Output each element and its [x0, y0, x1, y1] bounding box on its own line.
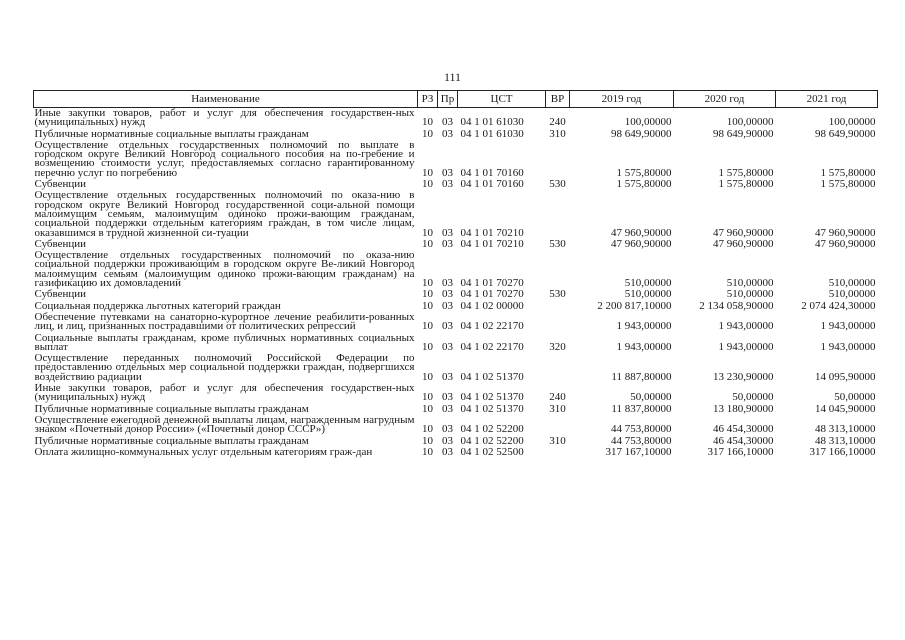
- cell-cst: 04 1 01 70160: [460, 178, 524, 191]
- cell-2020: 13 180,90000: [713, 402, 774, 415]
- cell-rz: 10: [422, 299, 433, 312]
- cell-pr: 03: [442, 434, 453, 447]
- cell-cst: 04 1 02 51370: [460, 402, 524, 415]
- cell-pr: 03: [442, 391, 453, 404]
- cell-name: Социальная поддержка льготных категорий граждан: [34, 299, 281, 312]
- cell-2020: 2 134 058,90000: [699, 299, 774, 312]
- cell-vr: 240: [549, 391, 566, 404]
- cell-vr: [546, 353, 570, 383]
- cell-rz: 10: [422, 434, 433, 447]
- cell-vr: 530: [549, 288, 566, 301]
- table-row: [34, 415, 878, 436]
- cell-rz: 10: [422, 445, 433, 458]
- cell-cst: 04 1 01 70270: [460, 277, 524, 290]
- cell-rz: 10: [422, 288, 433, 301]
- header-pr: Пр: [438, 91, 458, 108]
- cell-rz: 10: [422, 127, 433, 140]
- cell-2021: 510,00000: [828, 277, 876, 290]
- header-rz: РЗ: [418, 91, 438, 108]
- cell-2020: 1 943,00000: [718, 340, 774, 353]
- cell-2020: 1 575,80000: [718, 166, 774, 179]
- cell-name: Обеспечение путевками на санаторно-курортное лечение реабилити-рованных лиц, и лиц, признанных пострадавшими от политических репрессий: [34, 310, 415, 333]
- cell-vr: [546, 190, 570, 238]
- cell-2020: 317 166,10000: [707, 445, 774, 458]
- cell-vr: [546, 447, 570, 458]
- cell-rz: 10: [422, 423, 433, 436]
- cell-pr: 03: [442, 166, 453, 179]
- table-row: [34, 353, 878, 383]
- cell-vr: 310: [549, 402, 566, 415]
- cell-2019: 1 943,00000: [616, 320, 672, 333]
- header-name: Наименование: [34, 91, 418, 108]
- cell-name: Субвенции: [34, 237, 87, 250]
- cell-pr: 03: [442, 423, 453, 436]
- cell-2019: 1 943,00000: [616, 340, 672, 353]
- cell-2019: 44 753,80000: [611, 434, 672, 447]
- header-2019: 2019 год: [570, 91, 674, 108]
- budget-table: [33, 90, 878, 458]
- cell-rz: 10: [422, 370, 433, 383]
- cell-2019: 47 960,90000: [611, 226, 672, 239]
- cell-cst: 04 1 02 51370: [460, 391, 524, 404]
- cell-pr: 03: [442, 340, 453, 353]
- cell-pr: 03: [442, 370, 453, 383]
- cell-pr: 03: [442, 445, 453, 458]
- table-row: [34, 250, 878, 289]
- table-row: [34, 190, 878, 238]
- cell-name: Публичные нормативные социальные выплаты гражданам: [34, 434, 309, 447]
- cell-cst: 04 1 01 61030: [460, 127, 524, 140]
- cell-2021: 1 943,00000: [820, 340, 876, 353]
- cell-vr: [546, 312, 570, 333]
- header-2020: 2020 год: [674, 91, 776, 108]
- cell-2020: 50,00000: [732, 391, 774, 404]
- cell-cst: 04 1 02 22170: [460, 340, 524, 353]
- cell-pr: 03: [442, 237, 453, 250]
- cell-2021: 47 960,90000: [815, 237, 876, 250]
- cell-pr: 03: [442, 299, 453, 312]
- cell-2021: 14 095,90000: [815, 370, 876, 383]
- cell-cst: 04 1 02 51370: [460, 370, 524, 383]
- cell-name: Социальные выплаты гражданам, кроме публичных нормативных социальных выплат: [34, 331, 415, 353]
- cell-rz: 10: [422, 340, 433, 353]
- cell-cst: 04 1 02 00000: [460, 299, 524, 312]
- cell-2020: 46 454,30000: [713, 423, 774, 436]
- cell-name: Иные закупки товаров, работ и услуг для обеспечения государствен-ных (муниципальных) нужд: [34, 382, 415, 404]
- cell-2021: 48 313,10000: [815, 434, 876, 447]
- cell-2021: 50,00000: [834, 391, 876, 404]
- cell-cst: 04 1 01 70210: [460, 226, 524, 239]
- cell-name: Осуществление ежегодной денежной выплаты лицам, награжденным нагрудным знаком «Почетный донор России» («Почетный донор СССР»): [34, 413, 415, 436]
- cell-2019: 2 200 817,10000: [597, 299, 672, 312]
- cell-2019: 44 753,80000: [611, 423, 672, 436]
- cell-2019: 510,00000: [624, 277, 672, 290]
- cell-name: Осуществление отдельных государственных полномочий по оказа-нию социальной поддержки проживающим в городском округе Ве-ликий Новгород малоимущим семьям (малоимущим одиноко прожи-вающим гражданам) на газификацию их домовладений: [34, 249, 415, 290]
- cell-vr: 240: [549, 116, 566, 129]
- cell-cst: 04 1 02 22170: [460, 320, 524, 333]
- cell-2021: 98 649,90000: [815, 127, 876, 140]
- cell-pr: 03: [442, 226, 453, 239]
- cell-2020: 1 575,80000: [718, 178, 774, 191]
- cell-2019: 1 575,80000: [616, 178, 672, 191]
- table-row: [34, 289, 878, 300]
- cell-name: Осуществление переданных полномочий Российской Федерации по предоставлению отдельных мер социальной поддержки граждан, подвергшихся воздействию радиации: [34, 352, 415, 383]
- cell-2019: 47 960,90000: [611, 237, 672, 250]
- cell-rz: 10: [422, 166, 433, 179]
- cell-rz: 10: [422, 178, 433, 191]
- cell-2021: 47 960,90000: [815, 226, 876, 239]
- cell-pr: 03: [442, 127, 453, 140]
- cell-rz: 10: [422, 391, 433, 404]
- cell-2020: 100,00000: [726, 116, 774, 129]
- cell-2020: 47 960,90000: [713, 237, 774, 250]
- cell-name: Оплата жилищно-коммунальных услуг отдельным категориям граж-дан: [34, 445, 373, 458]
- cell-2019: 98 649,90000: [611, 127, 672, 140]
- cell-name: Субвенции: [34, 178, 87, 191]
- cell-cst: 04 1 02 52200: [460, 434, 524, 447]
- cell-vr: 320: [549, 340, 566, 353]
- cell-2020: 510,00000: [726, 288, 774, 301]
- cell-2021: 317 166,10000: [809, 445, 876, 458]
- cell-vr: [546, 301, 570, 312]
- table-row: [34, 108, 878, 129]
- cell-2019: 50,00000: [630, 391, 672, 404]
- cell-rz: 10: [422, 116, 433, 129]
- cell-cst: 04 1 01 61030: [460, 116, 524, 129]
- cell-name: Осуществление отдельных государственных полномочий по оказа-нию в городском округе Великий Новгород государственной соци-альной помощи малоимущим семьям, малоимущим одиноко прожи-вающим гражданам, социальной поддержки отдельным категориям граждан, в том числе лицам, оказавшимся в трудной жизненной си-туации: [34, 189, 415, 239]
- cell-cst: 04 1 02 52500: [460, 445, 524, 458]
- cell-2020: 13 230,90000: [713, 370, 774, 383]
- cell-pr: 03: [442, 288, 453, 301]
- cell-2019: 510,00000: [624, 288, 672, 301]
- cell-cst: 04 1 01 70160: [460, 166, 524, 179]
- cell-name: Осуществление отдельных государственных полномочий по выплате в городском округе Великий Новгород социального пособия на по-гребение и возмещению стоимости услуг, предоставляемых согласно гарантированному перечню услуг по погребению: [34, 138, 415, 179]
- cell-2021: 1 575,80000: [820, 178, 876, 191]
- cell-2020: 1 943,00000: [718, 320, 774, 333]
- cell-2020: 46 454,30000: [713, 434, 774, 447]
- table-row: [34, 140, 878, 179]
- cell-cst: 04 1 01 70270: [460, 288, 524, 301]
- page-number: 111: [443, 70, 462, 84]
- cell-2021: 100,00000: [828, 116, 876, 129]
- cell-2021: 1 943,00000: [820, 320, 876, 333]
- cell-name: Публичные нормативные социальные выплаты гражданам: [34, 127, 309, 140]
- cell-2020: 510,00000: [726, 277, 774, 290]
- cell-2021: 14 045,90000: [815, 402, 876, 415]
- header-cst: ЦСТ: [458, 91, 546, 108]
- header-2021: 2021 год: [776, 91, 878, 108]
- cell-pr: 03: [442, 320, 453, 333]
- cell-rz: 10: [422, 402, 433, 415]
- cell-2020: 98 649,90000: [713, 127, 774, 140]
- cell-pr: 03: [442, 116, 453, 129]
- table-row: [34, 333, 878, 354]
- cell-2019: 11 887,80000: [611, 370, 672, 383]
- cell-rz: 10: [422, 226, 433, 239]
- cell-rz: 10: [422, 320, 433, 333]
- cell-rz: 10: [422, 277, 433, 290]
- cell-pr: 03: [442, 178, 453, 191]
- cell-pr: 03: [442, 402, 453, 415]
- header-vr: ВР: [546, 91, 570, 108]
- cell-vr: 530: [549, 237, 566, 250]
- cell-2019: 1 575,80000: [616, 166, 672, 179]
- cell-name: Субвенции: [34, 288, 87, 301]
- cell-rz: 10: [422, 237, 433, 250]
- cell-vr: 530: [549, 178, 566, 191]
- cell-vr: 310: [549, 127, 566, 140]
- cell-vr: [546, 250, 570, 289]
- cell-cst: 04 1 02 52200: [460, 423, 524, 436]
- cell-cst: 04 1 01 70210: [460, 237, 524, 250]
- cell-pr: 03: [442, 277, 453, 290]
- table-row: [34, 447, 878, 458]
- cell-2021: 1 575,80000: [820, 166, 876, 179]
- cell-2021: 510,00000: [828, 288, 876, 301]
- cell-2020: 47 960,90000: [713, 226, 774, 239]
- cell-2019: 100,00000: [624, 116, 672, 129]
- cell-vr: [546, 415, 570, 436]
- cell-2021: 48 313,10000: [815, 423, 876, 436]
- cell-name: Публичные нормативные социальные выплаты гражданам: [34, 402, 309, 415]
- cell-2019: 11 837,80000: [611, 402, 672, 415]
- table-row: [34, 312, 878, 333]
- cell-name: Иные закупки товаров, работ и услуг для обеспечения государствен-ных (муниципальных) нужд: [34, 107, 415, 129]
- table-header-row: [34, 91, 878, 108]
- cell-2019: 317 167,10000: [605, 445, 672, 458]
- cell-2021: 2 074 424,30000: [801, 299, 876, 312]
- cell-vr: [546, 140, 570, 179]
- table-row: [34, 383, 878, 404]
- cell-vr: 310: [549, 434, 566, 447]
